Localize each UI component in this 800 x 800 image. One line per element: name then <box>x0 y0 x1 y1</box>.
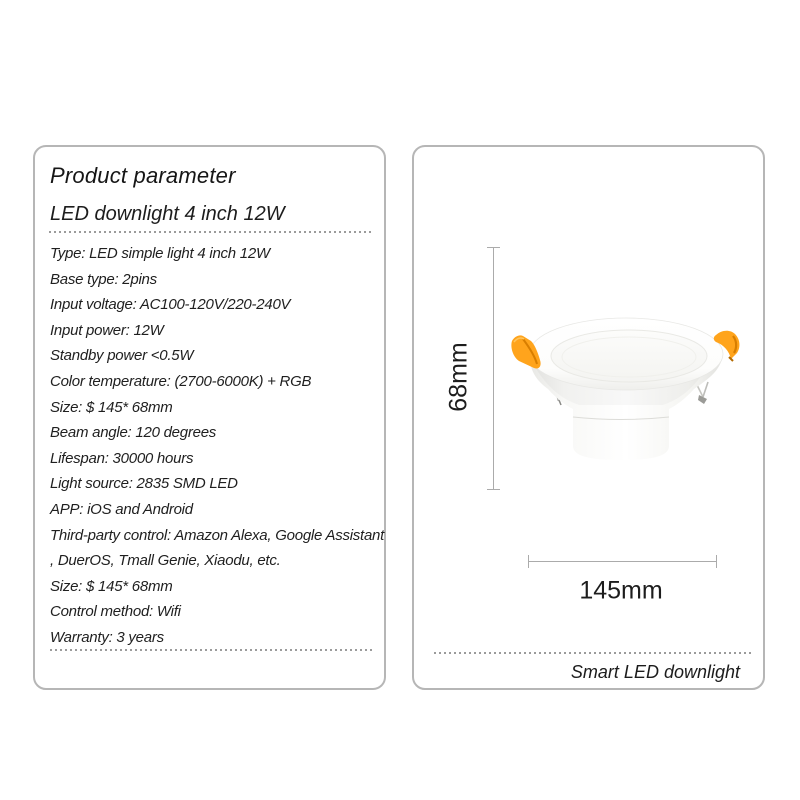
spec-line-standby-power: Standby power <0.5W <box>50 347 194 365</box>
width-dimension-right-tick <box>716 555 717 568</box>
spec-line-third-party-control: Third-party control: Amazon Alexa, Google Assistant <box>50 526 385 544</box>
page-title: Product parameter <box>50 163 236 188</box>
spec-line-lifespan: Lifespan: 30000 hours <box>50 449 194 467</box>
spec-line-base-type: Base type: 2pins <box>50 270 157 288</box>
spec-line-input-power: Input power: 12W <box>50 321 164 339</box>
spec-list <box>50 241 385 651</box>
spec-line-type: Type: LED simple light 4 inch 12W <box>50 245 270 262</box>
spec-line-app: APP: iOS and Android <box>50 500 193 518</box>
spec-line-beam-angle: Beam angle: 120 degrees <box>50 424 217 442</box>
width-dimension-line <box>528 561 717 562</box>
lens-face <box>551 330 707 382</box>
spec-line-control-method: Control method: Wifi <box>50 603 181 621</box>
dashed-divider <box>50 649 372 651</box>
height-dimension-bottom-tick <box>487 489 500 490</box>
right-spring-wire <box>703 382 708 397</box>
dashed-divider <box>434 652 752 654</box>
spec-line-size: Size: $ 145* 68mm <box>50 398 173 416</box>
product-name: LED downlight 4 inch 12W <box>50 203 285 225</box>
spec-line-color-temperature: Color temperature: (2700-6000K) + RGB <box>50 372 312 390</box>
width-dimension-label: 145mm <box>579 576 663 605</box>
height-dimension-line <box>493 248 494 490</box>
spec-line-light-source: Light source: 2835 SMD LED <box>50 475 238 493</box>
dashed-divider <box>49 231 374 233</box>
height-dimension-top-tick <box>487 247 500 248</box>
spec-line-third-party-control-cont: , DuerOS, Tmall Genie, Xiaodu, etc. <box>50 552 281 570</box>
downlight-product-image <box>495 305 765 470</box>
right-clip-base <box>729 357 733 361</box>
product-caption: Smart LED downlight <box>570 662 740 682</box>
spec-panel <box>33 145 386 690</box>
height-dimension-label: 68mm <box>444 342 473 412</box>
width-dimension-left-tick <box>528 555 529 568</box>
spec-line-size-2: Size: $ 145* 68mm <box>50 577 173 595</box>
spec-line-input-voltage: Input voltage: AC100-120V/220-240V <box>50 296 291 314</box>
spec-line-warranty: Warranty: 3 years <box>50 628 164 646</box>
